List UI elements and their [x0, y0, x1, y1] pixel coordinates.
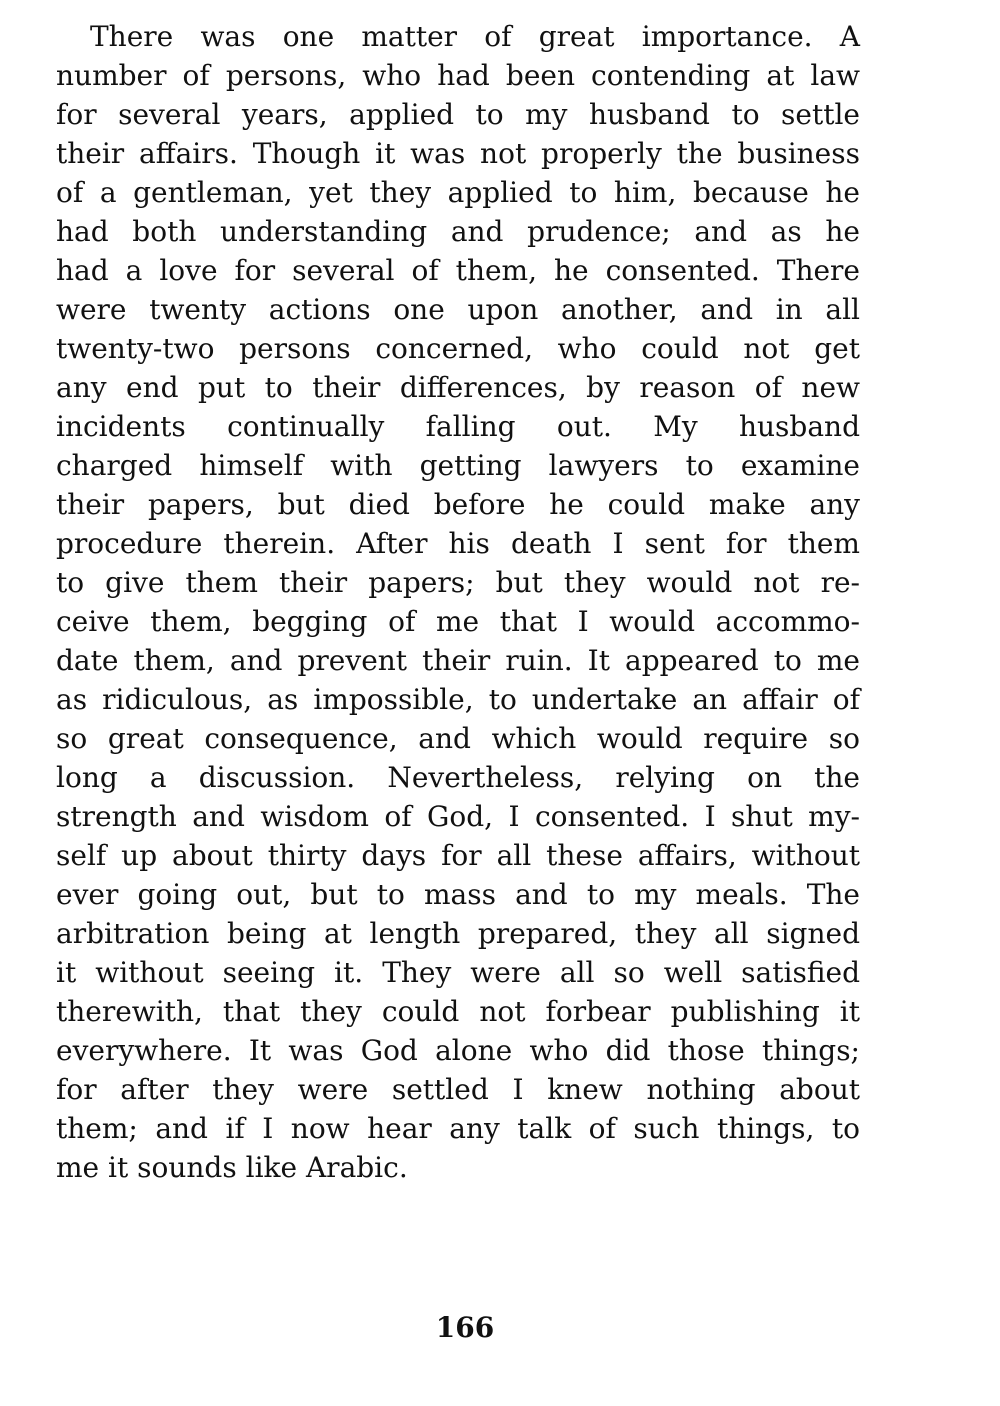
text-line: charged himself with getting lawyers to examine — [56, 449, 860, 482]
text-line: their papers, but died before he could make any — [56, 488, 860, 521]
text-line: twenty-two persons concerned, who could not get — [56, 332, 860, 365]
text-line: me it sounds like Arabic. — [56, 1151, 408, 1184]
page-number: 166 — [435, 1311, 495, 1344]
text-line: them; and if I now hear any talk of such things, to — [56, 1112, 860, 1145]
text-line: self up about thirty days for all these affairs, without — [56, 839, 860, 872]
text-line: arbitration being at length prepared, they all signed — [56, 917, 860, 950]
text-line: to give them their papers; but they would not re- — [56, 566, 860, 599]
text-line: were twenty actions one upon another, and in all — [56, 293, 860, 326]
text-line: of a gentleman, yet they applied to him, because he — [56, 176, 860, 209]
text-line: procedure therein. After his death I sent for them — [56, 527, 860, 560]
text-line: There was one matter of great importance. A — [90, 20, 860, 53]
text-line: everywhere. It was God alone who did those things; — [56, 1034, 860, 1067]
text-line: date them, and prevent their ruin. It appeared to me — [56, 644, 860, 677]
text-line: had a love for several of them, he consented. There — [56, 254, 860, 287]
text-line: so great consequence, and which would require so — [56, 722, 860, 755]
text-line: ever going out, but to mass and to my meals. The — [56, 878, 860, 911]
text-line: strength and wisdom of God, I consented. I shut my- — [56, 800, 860, 833]
text-line: for after they were settled I knew nothing about — [56, 1073, 860, 1106]
text-line: their affairs. Though it was not properly the business — [56, 137, 860, 170]
text-line: long a discussion. Nevertheless, relying on the — [56, 761, 860, 794]
text-line: therewith, that they could not forbear publishing it — [56, 995, 860, 1028]
text-line: ceive them, begging of me that I would accommo- — [56, 605, 860, 638]
text-line: as ridiculous, as impossible, to undertake an affair of — [56, 683, 860, 716]
text-line: for several years, applied to my husband to settle — [56, 98, 860, 131]
text-line: number of persons, who had been contending at law — [56, 59, 860, 92]
text-line: incidents continually falling out. My husband — [56, 410, 860, 443]
text-line: it without seeing it. They were all so well satisfied — [56, 956, 860, 989]
text-line: had both understanding and prudence; and as he — [56, 215, 860, 248]
body-paragraph — [56, 17, 860, 1187]
text-line: any end put to their differences, by reason of new — [56, 371, 860, 404]
